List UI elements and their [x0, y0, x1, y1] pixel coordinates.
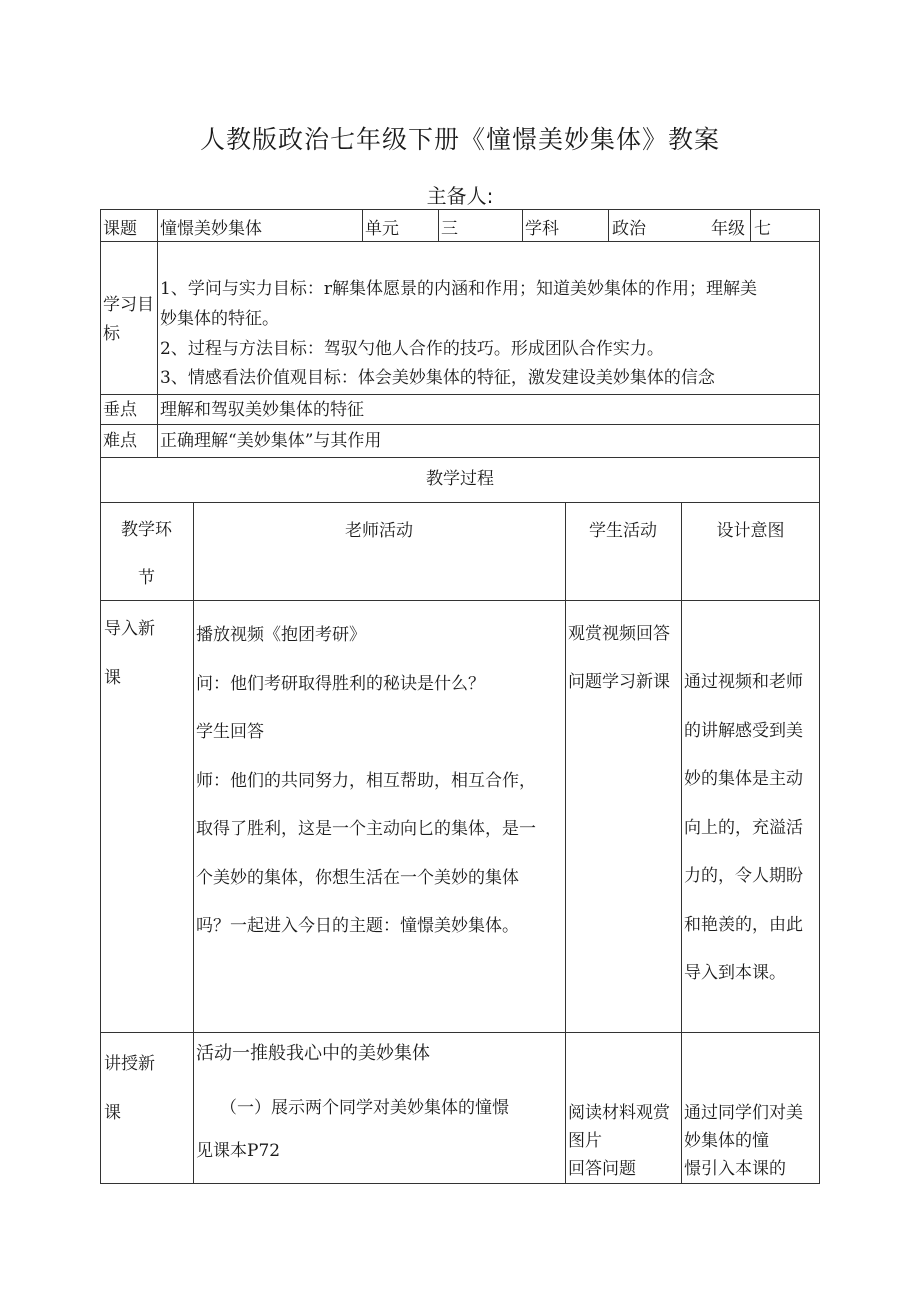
row-divider — [100, 241, 820, 242]
difficult-point-label: 难点 — [103, 431, 137, 451]
objectives-label: 学习目 — [103, 295, 154, 315]
student-line: 回答问题 — [568, 1159, 636, 1179]
document-title: 人教版政治七年级下册《憧憬美妙集体》教案 — [199, 125, 720, 154]
design-line: 妙的集体是主动 — [684, 769, 803, 789]
teacher-line: 学生回答 — [196, 722, 264, 742]
teacher-line: 播放视频《抱团考研》 — [196, 625, 366, 645]
lesson-label: 课题 — [103, 219, 137, 239]
row-divider — [100, 502, 820, 503]
col-divider — [608, 209, 609, 241]
process-heading: 教学过程 — [426, 469, 494, 489]
teacher-line: 取得了胜利，这是一个主动向匕的集体，是一 — [196, 819, 536, 839]
subject-label: 学科 — [525, 219, 559, 239]
col-divider — [565, 502, 566, 1184]
objective-line: 3、情感看法价值观目标：体会美妙集体的特征，激发建设美妙集体的信念 — [160, 368, 715, 388]
student-line: 阅读材料观赏 — [568, 1103, 670, 1123]
intro-design-intent — [684, 670, 818, 1010]
objective-line: 1、学问与实力目标：r解集体愿景的内涵和作用；知道美妙集体的作用；理解美 — [160, 279, 757, 299]
design-line: 憬引入本课的 — [684, 1159, 786, 1179]
activity-title: 活动一推般我心中的美妙集体 — [196, 1043, 430, 1064]
design-line: 力的，令人期盼 — [684, 866, 803, 886]
row-divider — [100, 394, 820, 395]
unit-label: 单元 — [365, 219, 399, 239]
design-line: 的讲解感受到美 — [684, 720, 803, 741]
lecture-stage: 讲授新 — [104, 1054, 155, 1074]
row-divider — [100, 600, 820, 601]
col-divider — [522, 209, 523, 241]
intro-teacher-activity — [196, 623, 564, 963]
lecture-student-activity — [568, 1101, 680, 1185]
lesson-value: 憧憬美妙集体 — [160, 219, 262, 239]
grade-label: 年级 — [711, 219, 745, 239]
objectives-label-cont: 标 — [103, 324, 120, 344]
row-divider — [100, 424, 820, 425]
key-point-value: 理解和驾驭美妙集体的特征 — [160, 400, 364, 420]
intro-stage: 导入新 — [104, 619, 155, 639]
col-divider — [362, 209, 363, 241]
col-header-stage: 教学环 — [121, 520, 172, 540]
row-divider — [100, 1032, 820, 1033]
intro-stage-cont: 课 — [104, 668, 121, 688]
col-header-design: 设计意图 — [716, 521, 785, 541]
teacher-line: 师：他们的共同努力，相互帮助，相互合作， — [196, 770, 536, 791]
lecture-stage-cont: 课 — [104, 1103, 121, 1123]
teacher-line: 问：他们考研取得胜利的秘诀是什么？ — [196, 673, 485, 694]
teacher-line: 吗？一起进入今日的主题：憧憬美妙集体。 — [196, 916, 519, 936]
preparer-label: 主备人: — [426, 184, 494, 208]
subject-value: 政治 — [612, 219, 646, 239]
design-line: 导入到本课。 — [684, 963, 786, 983]
objective-line: 2、过程与方法目标：驾驭勺他人合作的技巧。形成团队合作实力。 — [160, 339, 664, 359]
design-line: 向上的，充溢活 — [684, 817, 803, 838]
design-line: 通过视频和老师 — [684, 672, 803, 692]
intro-student-activity — [568, 622, 680, 718]
objective-line: 妙集体的特征。 — [160, 309, 279, 329]
design-line: 和艳羡的，由此 — [684, 914, 803, 935]
col-divider — [681, 502, 682, 1184]
col-header-teacher: 老师活动 — [345, 521, 413, 541]
teacher-line: 个美妙的集体，你想生活在一个美妙的集体 — [196, 867, 519, 888]
lecture-design-intent — [684, 1101, 818, 1185]
difficult-point-value: 正确理解“美妙集体”与其作用 — [160, 431, 382, 451]
student-line: 观赏视频回答 — [568, 624, 670, 644]
col-divider — [750, 209, 751, 241]
textbook-reference: 见课本P72 — [196, 1141, 281, 1161]
student-line: 图片 — [568, 1131, 602, 1151]
unit-value: 三 — [441, 219, 458, 239]
col-divider — [438, 209, 439, 241]
design-line: 妙集体的憧 — [684, 1131, 769, 1151]
col-header-student: 学生活动 — [589, 521, 657, 541]
design-line: 通过同学们对美 — [684, 1103, 803, 1123]
col-header-stage-cont: 节 — [138, 568, 155, 588]
key-point-label: 垂点 — [103, 400, 137, 420]
col-divider — [193, 502, 194, 1184]
col-divider — [157, 209, 158, 458]
activity-step: （一）展示两个同学对美妙集体的憧憬 — [220, 1098, 509, 1118]
grade-value: 七 — [754, 219, 771, 239]
student-line: 问题学习新课 — [568, 672, 670, 692]
